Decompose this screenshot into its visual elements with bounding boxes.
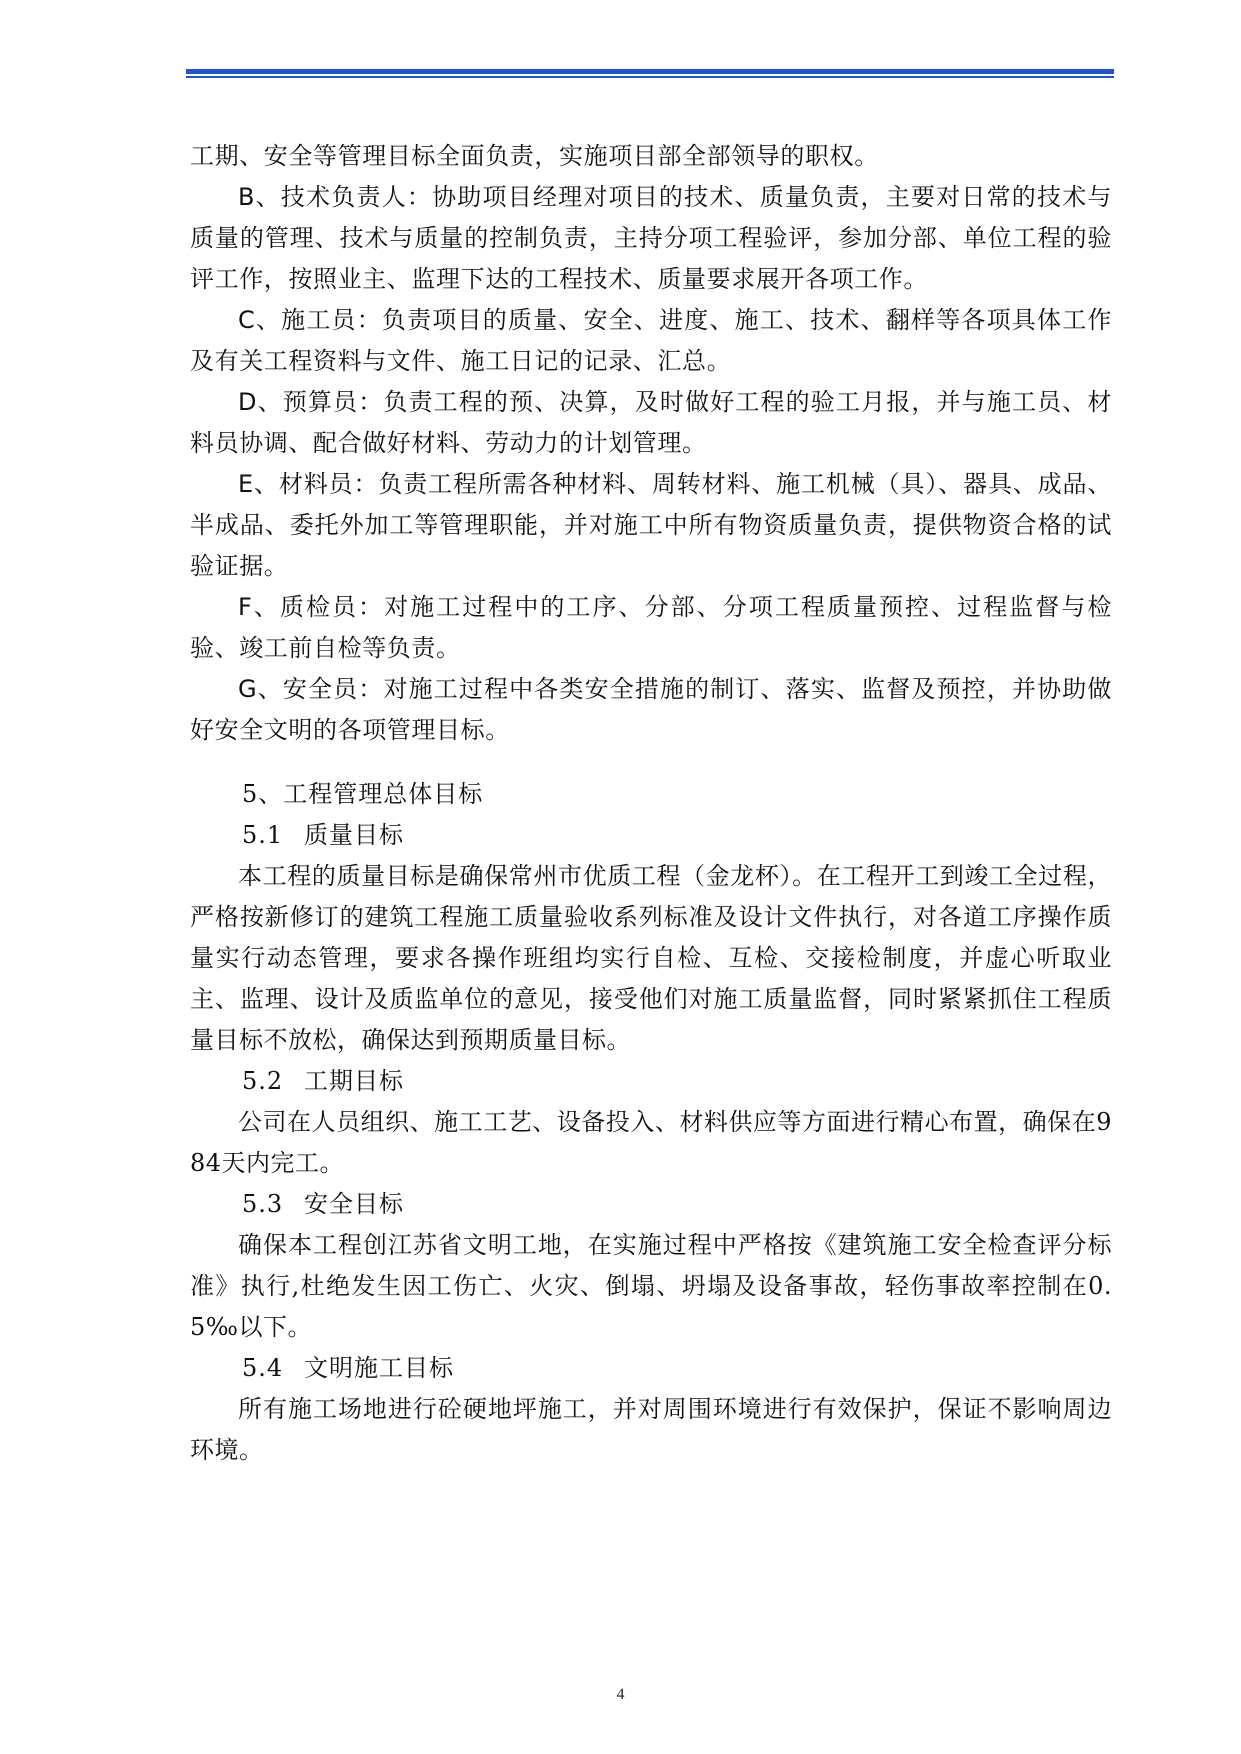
subsection-heading-quality: [190, 815, 1112, 856]
role-budgeter: D、预算员：负责工程的预、决算，及时做好工程的验工月报，并与施工员、材料员协调、配合做好材料、劳动力的计划管理。: [190, 388, 1112, 457]
subsection-title: 安全目标: [304, 1190, 404, 1218]
subsection-title: 文明施工目标: [304, 1354, 454, 1382]
subsection-heading-schedule: [190, 1061, 1112, 1102]
safety-goal-paragraph: 确保本工程创江苏省文明工地，在实施过程中严格按《建筑施工安全检查评分标准》执行,杜绝发生因工伤亡、火灾、倒塌、坍塌及设备事故，轻伤事故率控制在0.5‰以下。: [190, 1231, 1112, 1341]
subsection-heading-civilized: [190, 1348, 1112, 1389]
section-gap: [190, 751, 1112, 774]
page-number: 4: [616, 1686, 625, 1703]
quality-goal-paragraph: 本工程的质量目标是确保常州市优质工程（金龙杯）。在工程开工到竣工全过程，严格按新修订的建筑工程施工质量验收系列标准及设计文件执行，对各道工序操作质量实行动态管理，要求各操作班组均实行自检、互检、交接检制度，并虚心听取业主、监理、设计及质监单位的意见，接受他们对施工质量监督，同时紧紧抓住工程质量目标不放松，确保达到预期质量目标。: [190, 862, 1112, 1054]
subsection-number: 5.4: [242, 1354, 284, 1382]
intro-tail-paragraph: 工期、安全等管理目标全面负责，实施项目部全部领导的职权。: [190, 142, 879, 170]
schedule-goal-paragraph: 公司在人员组织、施工工艺、设备投入、材料供应等方面进行精心布置，确保在984天内完工。: [190, 1108, 1112, 1177]
subsection-number: 5.2: [242, 1067, 284, 1095]
role-safety-officer: G、安全员：对施工过程中各类安全措施的制订、落实、监督及预控，并协助做好安全文明的各项管理目标。: [190, 675, 1112, 744]
subsection-number: 5.3: [242, 1190, 284, 1218]
subsection-title: 工期目标: [304, 1067, 404, 1095]
section-heading: 5、工程管理总体目标: [242, 780, 484, 808]
page-content: [190, 136, 1112, 1471]
subsection-heading-safety: [190, 1184, 1112, 1225]
subsection-number: 5.1: [242, 821, 284, 849]
role-quality-inspector: F、质检员：对施工过程中的工序、分部、分项工程质量预控、过程监督与检验、竣工前自检等负责。: [190, 593, 1112, 662]
header-rule-thin: [186, 76, 1114, 78]
role-material-clerk: E、材料员：负责工程所需各种材料、周转材料、施工机械（具）、器具、成品、半成品、委托外加工等管理职能，并对施工中所有物资质量负责，提供物资合格的试验证据。: [190, 470, 1112, 580]
role-technical-lead: B、技术负责人：协助项目经理对项目的技术、质量负责，主要对日常的技术与质量的管理、技术与质量的控制负责，主持分项工程验评，参加分部、单位工程的验评工作，按照业主、监理下达的工程技术、质量要求展开各项工作。: [190, 183, 1112, 293]
subsection-title: 质量目标: [304, 821, 404, 849]
role-construction-worker: C、施工员：负责项目的质量、安全、进度、施工、技术、翻样等各项具体工作及有关工程资料与文件、施工日记的记录、汇总。: [190, 306, 1112, 375]
civilized-goal-paragraph: 所有施工场地进行砼硬地坪施工，并对周围环境进行有效保护，保证不影响周边环境。: [190, 1395, 1112, 1464]
header-rule-thick: [186, 69, 1114, 74]
